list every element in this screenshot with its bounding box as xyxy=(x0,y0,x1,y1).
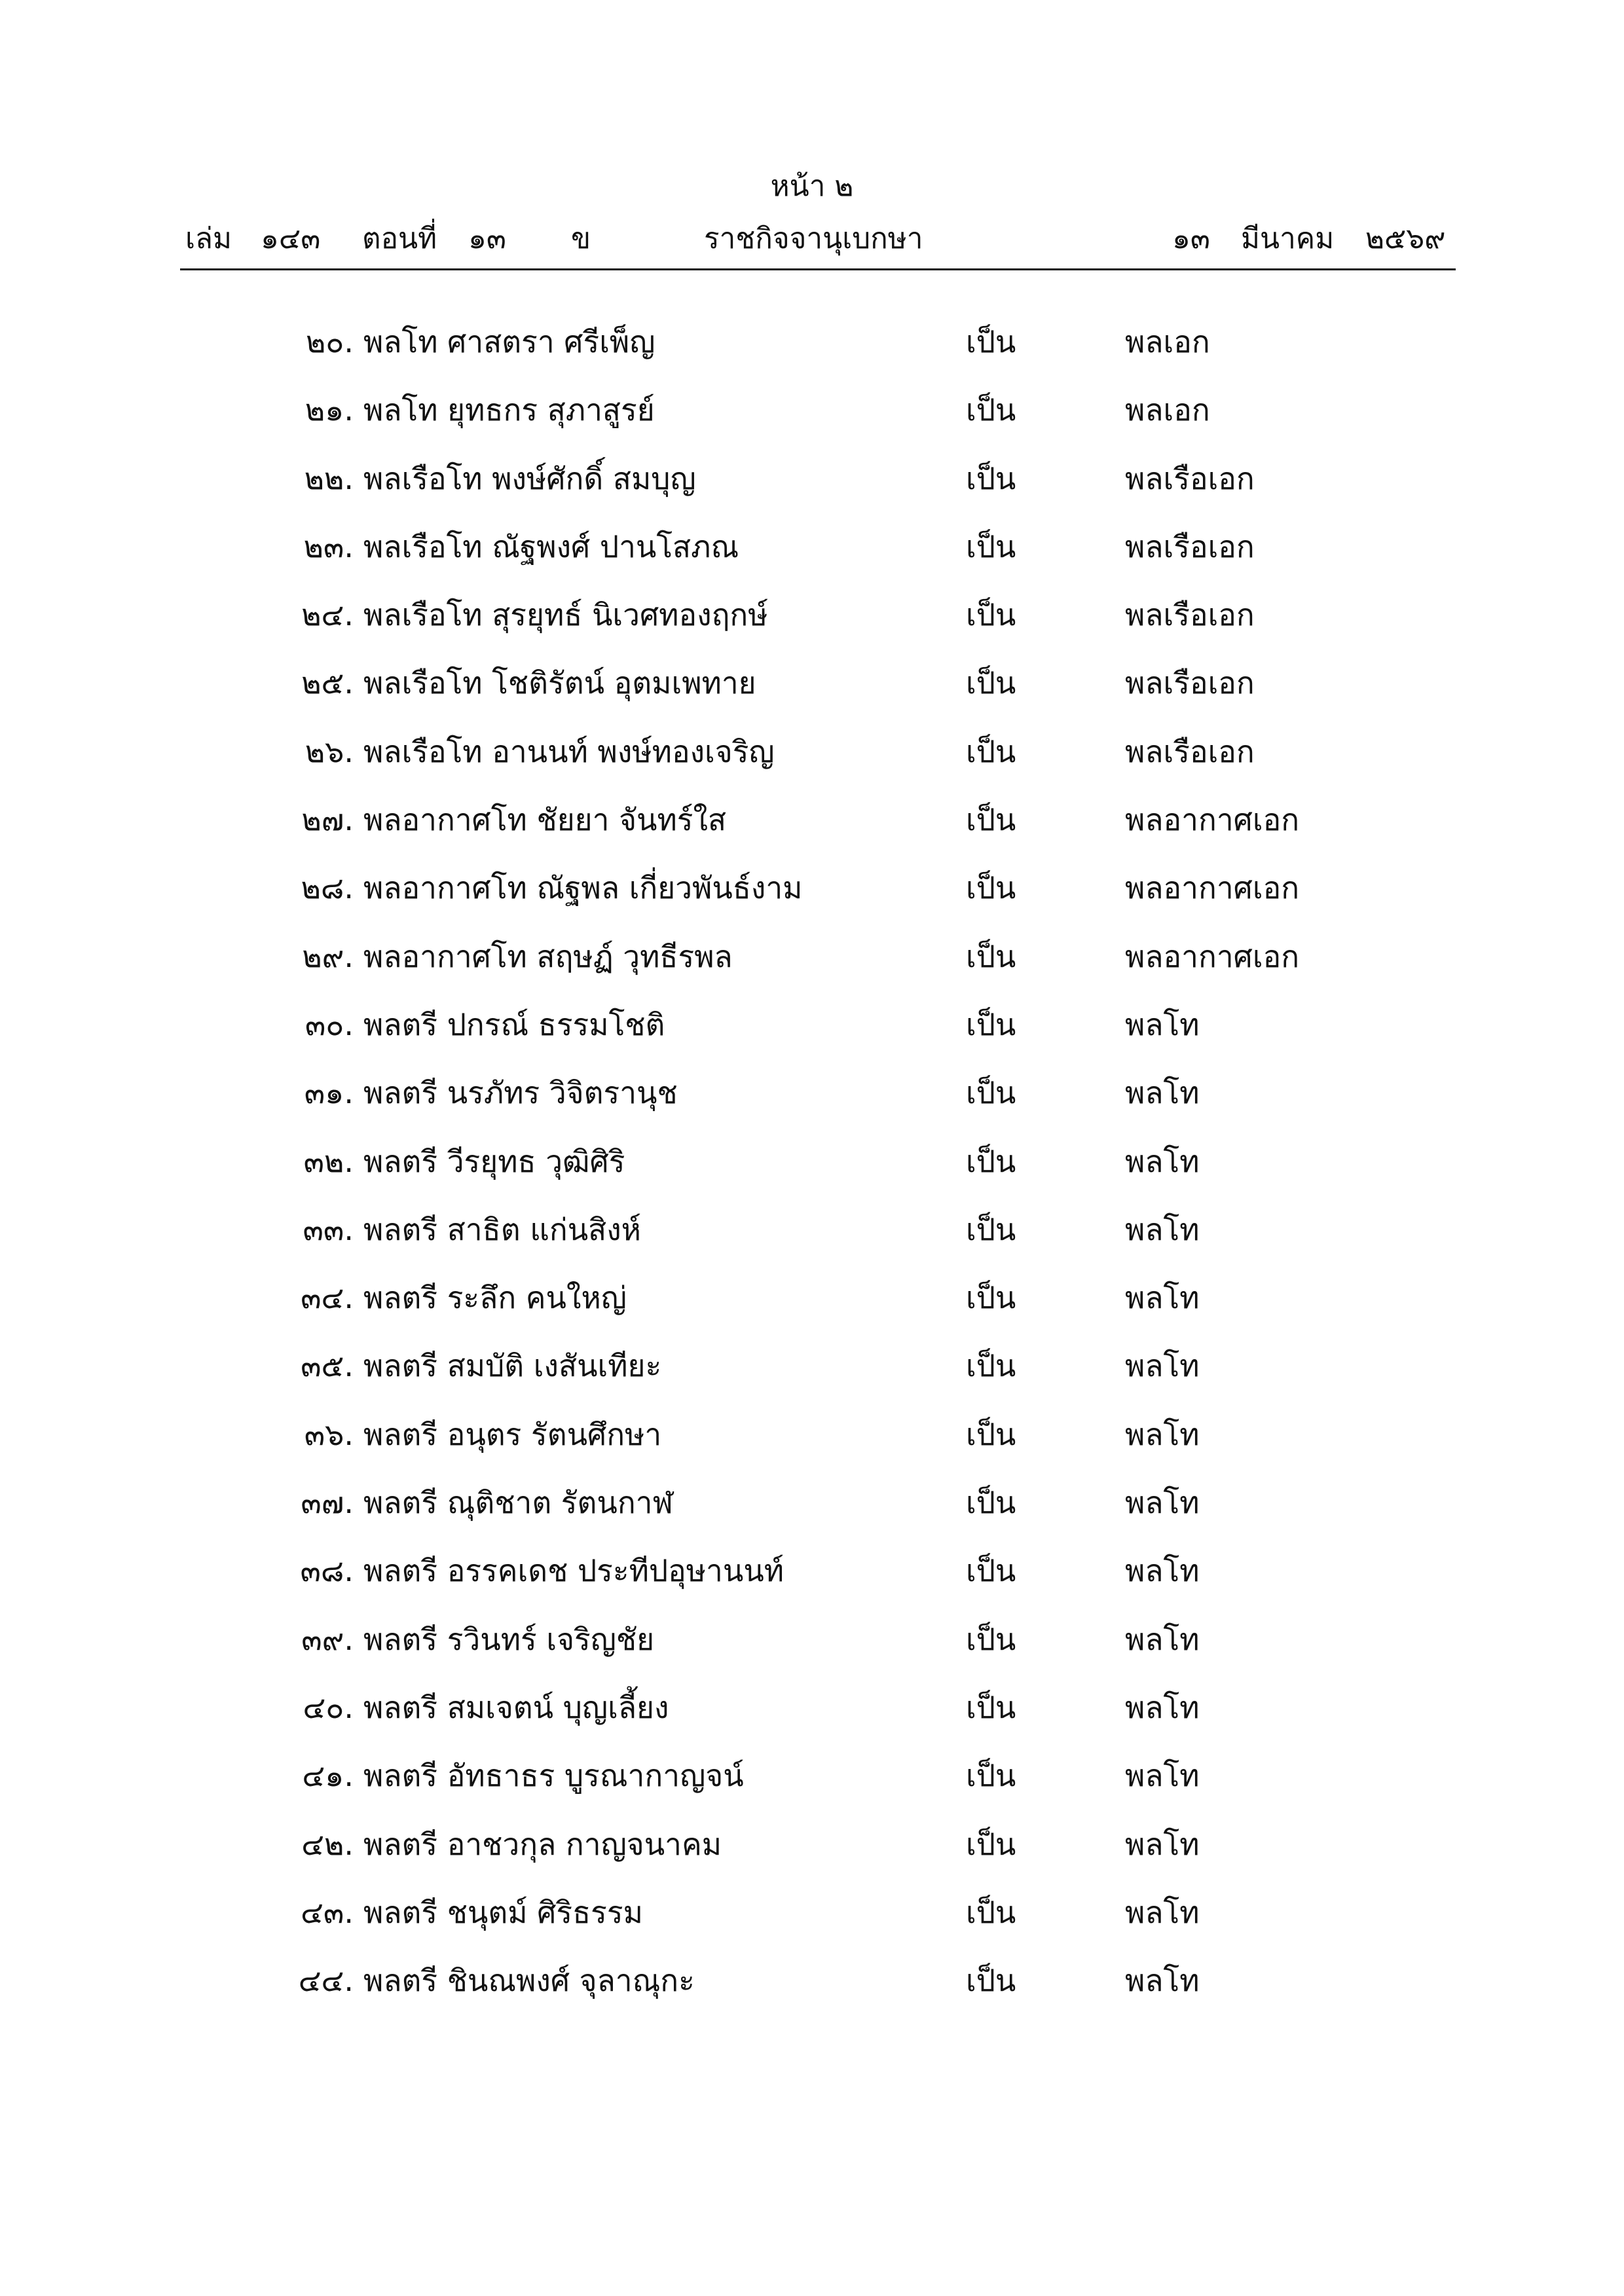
list-item xyxy=(0,1537,1624,1605)
entry-as: เป็น xyxy=(966,528,1016,564)
entry-number: ๒๐. xyxy=(305,324,354,359)
part-type: ข xyxy=(571,222,591,255)
entry-new-rank: พลเรือเอก xyxy=(1125,460,1255,496)
entry-name: พลเรือโท โชติรัตน์ อุตมเพทาย xyxy=(363,665,756,701)
entry-as: เป็น xyxy=(966,1211,1016,1247)
entry-number: ๔๒. xyxy=(301,1826,354,1862)
date-month: มีนาคม xyxy=(1241,222,1335,255)
list-item xyxy=(0,649,1624,717)
entry-as: เป็น xyxy=(966,665,1016,701)
entry-as: เป็น xyxy=(966,1485,1016,1521)
entry-number: ๒๗. xyxy=(301,802,354,838)
list-item xyxy=(0,1332,1624,1400)
entry-name: พลตรี สาธิต แก่นสิงห์ xyxy=(363,1211,641,1247)
list-item xyxy=(0,1605,1624,1673)
entry-name: พลอากาศโท ณัฐพล เกี่ยวพันธ์งาม xyxy=(363,870,803,906)
entry-as: เป็น xyxy=(966,1689,1016,1725)
entry-name: พลตรี อนุตร รัตนศึกษา xyxy=(363,1416,662,1452)
list-item xyxy=(0,786,1624,854)
entry-number: ๒๕. xyxy=(301,665,354,701)
list-item xyxy=(0,1810,1624,1878)
entry-new-rank: พลโท xyxy=(1125,1143,1200,1179)
header-divider xyxy=(180,268,1456,270)
entry-as: เป็น xyxy=(966,392,1016,428)
entry-new-rank: พลโท xyxy=(1125,1826,1200,1862)
list-item xyxy=(0,445,1624,513)
entry-name: พลตรี ปกรณ์ ธรรมโชติ xyxy=(363,1006,665,1042)
entry-number: ๒๑. xyxy=(304,392,354,428)
entry-number: ๒๘. xyxy=(301,870,354,906)
entry-as: เป็น xyxy=(966,1621,1016,1657)
entry-new-rank: พลโท xyxy=(1125,1553,1200,1589)
entry-new-rank: พลโท xyxy=(1125,1758,1200,1794)
entry-as: เป็น xyxy=(966,1758,1016,1794)
entry-name: พลตรี นรภัทร วิจิตรานุช xyxy=(363,1075,678,1111)
entry-as: เป็น xyxy=(966,460,1016,496)
entry-number: ๓๙. xyxy=(301,1621,354,1657)
entry-name: พลเรือโท ณัฐพงศ์ ปานโสภณ xyxy=(363,528,739,564)
entry-new-rank: พลโท xyxy=(1125,1894,1200,1930)
list-item xyxy=(0,376,1624,444)
entry-number: ๓๕. xyxy=(301,1348,354,1384)
entry-new-rank: พลโท xyxy=(1125,1485,1200,1521)
entry-new-rank: พลโท xyxy=(1125,1689,1200,1725)
list-item xyxy=(0,718,1624,786)
entry-name: พลตรี รวินทร์ เจริญชัย xyxy=(363,1621,655,1657)
entry-new-rank: พลอากาศเอก xyxy=(1125,870,1300,906)
entry-name: พลเรือโท พงษ์ศักดิ์ สมบุญ xyxy=(363,460,696,496)
page-number: หน้า ๒ xyxy=(770,170,854,203)
entry-name: พลตรี ณุติชาต รัตนกาฬ xyxy=(363,1485,673,1521)
entry-name: พลอากาศโท สฤษฏ์ วุทธีรพล xyxy=(363,938,733,974)
entry-name: พลโท ศาสตรา ศรีเพ็ญ xyxy=(363,324,655,359)
entry-new-rank: พลโท xyxy=(1125,1280,1200,1316)
entry-number: ๔๔. xyxy=(298,1963,354,1999)
entry-number: ๒๓. xyxy=(303,528,354,564)
entry-name: พลตรี อรรคเดช ประทีปอุษานนท์ xyxy=(363,1553,784,1589)
part-label: ตอนที่ xyxy=(362,222,437,255)
list-item xyxy=(0,1741,1624,1810)
entry-as: เป็น xyxy=(966,1280,1016,1316)
entry-name: พลตรี สมบัติ เงสันเทียะ xyxy=(363,1348,662,1384)
entry-number: ๓๘. xyxy=(300,1553,354,1589)
date-day: ๑๓ xyxy=(1172,222,1211,255)
entry-new-rank: พลเรือเอก xyxy=(1125,665,1255,701)
entry-name: พลเรือโท อานนท์ พงษ์ทองเจริญ xyxy=(363,733,775,769)
entry-number: ๓๔. xyxy=(301,1280,354,1316)
list-item xyxy=(0,1127,1624,1195)
date-year: ๒๕๖๙ xyxy=(1365,222,1446,255)
entry-as: เป็น xyxy=(966,802,1016,838)
list-item xyxy=(0,1468,1624,1537)
entry-number: ๔๐. xyxy=(303,1689,354,1725)
promotion-list xyxy=(0,308,1624,2014)
entry-name: พลตรี ระลึก คนใหญ่ xyxy=(363,1280,627,1316)
list-item xyxy=(0,1878,1624,1946)
entry-as: เป็น xyxy=(966,733,1016,769)
entry-as: เป็น xyxy=(966,1348,1016,1384)
list-item xyxy=(0,1400,1624,1468)
entry-name: พลตรี สมเจตน์ บุญเลี้ยง xyxy=(363,1689,669,1725)
entry-as: เป็น xyxy=(966,1416,1016,1452)
list-item xyxy=(0,1059,1624,1127)
entry-name: พลตรี ชนุตม์ ศิริธรรม xyxy=(363,1894,643,1930)
part-number: ๑๓ xyxy=(468,222,507,255)
list-item xyxy=(0,308,1624,376)
entry-new-rank: พลโท xyxy=(1125,1006,1200,1042)
entry-new-rank: พลโท xyxy=(1125,1211,1200,1247)
entry-new-rank: พลโท xyxy=(1125,1416,1200,1452)
entry-number: ๓๐. xyxy=(304,1006,354,1042)
entry-number: ๔๓. xyxy=(301,1894,354,1930)
entry-number: ๓๒. xyxy=(303,1143,354,1179)
entry-as: เป็น xyxy=(966,1894,1016,1930)
entry-as: เป็น xyxy=(966,1826,1016,1862)
entry-name: พลอากาศโท ชัยยา จันทร์ใส xyxy=(363,802,727,838)
list-item xyxy=(0,854,1624,922)
entry-name: พลตรี อัทธาธร บูรณากาญจน์ xyxy=(363,1758,744,1794)
list-item xyxy=(0,922,1624,991)
list-item xyxy=(0,1195,1624,1264)
list-item xyxy=(0,991,1624,1059)
entry-as: เป็น xyxy=(966,938,1016,974)
entry-new-rank: พลโท xyxy=(1125,1075,1200,1111)
list-item xyxy=(0,581,1624,649)
entry-number: ๓๗. xyxy=(301,1485,354,1521)
entry-as: เป็น xyxy=(966,1075,1016,1111)
list-item xyxy=(0,1946,1624,2014)
entry-as: เป็น xyxy=(966,1006,1016,1042)
entry-as: เป็น xyxy=(966,870,1016,906)
volume-label: เล่ม xyxy=(185,222,232,255)
entry-new-rank: พลเรือเอก xyxy=(1125,733,1255,769)
entry-as: เป็น xyxy=(966,1963,1016,1999)
entry-new-rank: พลอากาศเอก xyxy=(1125,802,1300,838)
entry-name: พลตรี ชินณพงศ์ จุลาณุกะ xyxy=(363,1963,695,1999)
entry-as: เป็น xyxy=(966,1553,1016,1589)
entry-new-rank: พลเอก xyxy=(1125,392,1210,428)
volume-number: ๑๔๓ xyxy=(261,222,321,255)
entry-new-rank: พลโท xyxy=(1125,1348,1200,1384)
entry-new-rank: พลเรือเอก xyxy=(1125,528,1255,564)
entry-as: เป็น xyxy=(966,597,1016,633)
gazette-header xyxy=(0,216,1624,262)
entry-number: ๓๖. xyxy=(304,1416,354,1452)
entry-as: เป็น xyxy=(966,324,1016,359)
entry-name: พลตรี วีรยุทธ วุฒิศิริ xyxy=(363,1143,625,1179)
list-item xyxy=(0,1264,1624,1332)
entry-number: ๒๙. xyxy=(302,938,354,974)
entry-new-rank: พลอากาศเอก xyxy=(1125,938,1300,974)
publication-name: ราชกิจจานุเบกษา xyxy=(704,222,923,255)
entry-new-rank: พลเอก xyxy=(1125,324,1210,359)
list-item xyxy=(0,1673,1624,1741)
entry-number: ๒๒. xyxy=(304,460,354,496)
entry-number: ๒๔. xyxy=(301,597,354,633)
entry-new-rank: พลโท xyxy=(1125,1963,1200,1999)
entry-number: ๓๓. xyxy=(303,1211,354,1247)
entry-number: ๒๖. xyxy=(304,733,354,769)
entry-number: ๓๑. xyxy=(304,1075,354,1111)
entry-new-rank: พลโท xyxy=(1125,1621,1200,1657)
entry-name: พลตรี อาชวกุล กาญจนาคม xyxy=(363,1826,722,1862)
list-item xyxy=(0,513,1624,581)
entry-new-rank: พลเรือเอก xyxy=(1125,597,1255,633)
entry-name: พลโท ยุทธกร สุภาสูรย์ xyxy=(363,392,655,428)
entry-number: ๔๑. xyxy=(302,1758,354,1794)
entry-as: เป็น xyxy=(966,1143,1016,1179)
entry-name: พลเรือโท สุรยุทธ์ นิเวศทองฤกษ์ xyxy=(363,597,768,633)
